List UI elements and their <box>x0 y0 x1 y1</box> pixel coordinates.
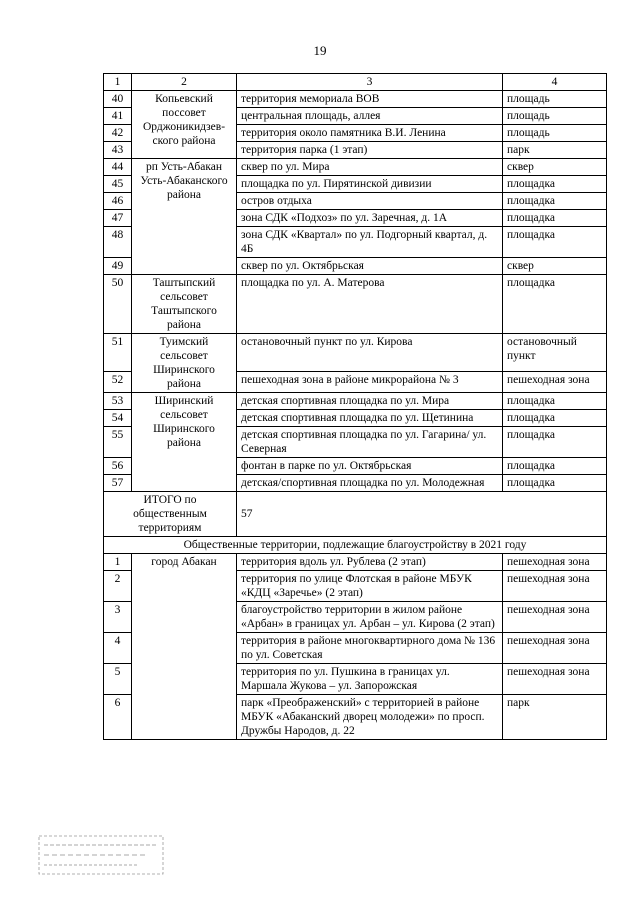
territory-name: детская спортивная площадка по ул. Гагарина/ ул. Северная <box>237 427 503 458</box>
territory-name: остановочный пункт по ул. Кирова <box>237 334 503 372</box>
row-number: 46 <box>104 193 132 210</box>
table-row <box>104 554 607 571</box>
table-row <box>104 159 607 176</box>
total-row <box>104 492 607 537</box>
municipality: рп Усть-Абакан Усть-Абаканского района <box>132 159 237 275</box>
territory-type: площадка <box>503 210 607 227</box>
territory-name: площадка по ул. А. Матерова <box>237 275 503 334</box>
territory-type: площадка <box>503 227 607 258</box>
territory-name: территория парка (1 этап) <box>237 142 503 159</box>
territories-table <box>103 73 607 740</box>
municipality: Таштыпский сельсовет Таштыпского района <box>132 275 237 334</box>
municipality: Копьевский поссовет Орджоникидзев-ского района <box>132 91 237 159</box>
row-number: 4 <box>104 633 132 664</box>
territory-type: площадка <box>503 458 607 475</box>
copy-stamp <box>38 835 164 875</box>
territory-type: площадка <box>503 410 607 427</box>
territory-name: детская спортивная площадка по ул. Щетинина <box>237 410 503 427</box>
territory-type: пешеходная зона <box>503 571 607 602</box>
row-number: 41 <box>104 108 132 125</box>
territory-name: сквер по ул. Октябрьская <box>237 258 503 275</box>
row-number: 3 <box>104 602 132 633</box>
territory-name: зона СДК «Подхоз» по ул. Заречная, д. 1А <box>237 210 503 227</box>
row-number: 53 <box>104 393 132 410</box>
row-number: 54 <box>104 410 132 427</box>
section-row <box>104 537 607 554</box>
territory-type: площадь <box>503 125 607 142</box>
table-row <box>104 393 607 410</box>
territory-type: площадка <box>503 475 607 492</box>
territory-type: сквер <box>503 159 607 176</box>
territory-name: благоустройство территории в жилом районе «Арбан» в границах ул. Арбан – ул. Кирова (2 этап) <box>237 602 503 633</box>
territory-type: остановочный пункт <box>503 334 607 372</box>
territory-type: площадь <box>503 91 607 108</box>
municipality: город Абакан <box>132 554 237 740</box>
territory-type: пешеходная зона <box>503 664 607 695</box>
row-number: 42 <box>104 125 132 142</box>
row-number: 51 <box>104 334 132 372</box>
table-row <box>104 275 607 334</box>
territory-type: пешеходная зона <box>503 633 607 664</box>
row-number: 55 <box>104 427 132 458</box>
territory-type: площадка <box>503 393 607 410</box>
row-number: 45 <box>104 176 132 193</box>
territory-name: территория по улице Флотская в районе МБУК «КДЦ «Заречье» (2 этап) <box>237 571 503 602</box>
row-number: 56 <box>104 458 132 475</box>
row-number: 40 <box>104 91 132 108</box>
territory-name: территория мемориала ВОВ <box>237 91 503 108</box>
row-number: 2 <box>104 571 132 602</box>
column-header: 2 <box>132 74 237 91</box>
territory-name: территория в районе многоквартирного дома № 136 по ул. Советская <box>237 633 503 664</box>
territory-name: центральная площадь, аллея <box>237 108 503 125</box>
section-title: Общественные территории, подлежащие благоустройству в 2021 году <box>104 537 607 554</box>
territory-type: площадь <box>503 108 607 125</box>
territory-type: пешеходная зона <box>503 372 607 393</box>
territory-name: пешеходная зона в районе микрорайона № 3 <box>237 372 503 393</box>
table-row <box>104 91 607 108</box>
row-number: 43 <box>104 142 132 159</box>
territory-type: площадка <box>503 275 607 334</box>
territory-name: территория около памятника В.И. Ленина <box>237 125 503 142</box>
column-header: 4 <box>503 74 607 91</box>
territory-type: площадка <box>503 176 607 193</box>
header-row <box>104 74 607 91</box>
page-number: 19 <box>313 43 327 58</box>
row-number: 48 <box>104 227 132 258</box>
column-header: 1 <box>104 74 132 91</box>
row-number: 5 <box>104 664 132 695</box>
territory-type: парк <box>503 695 607 740</box>
territory-type: площадка <box>503 427 607 458</box>
territory-type: пешеходная зона <box>503 554 607 571</box>
row-number: 6 <box>104 695 132 740</box>
total-label: ИТОГО по общественным территориям <box>104 492 237 537</box>
row-number: 44 <box>104 159 132 176</box>
total-value: 57 <box>237 492 607 537</box>
table-row <box>104 334 607 372</box>
territory-name: территория по ул. Пушкина в границах ул. Маршала Жукова – ул. Запорожская <box>237 664 503 695</box>
column-header: 3 <box>237 74 503 91</box>
municipality: Ширинский сельсовет Ширинского района <box>132 393 237 492</box>
row-number: 49 <box>104 258 132 275</box>
territory-name: детская спортивная площадка по ул. Мира <box>237 393 503 410</box>
territory-name: сквер по ул. Мира <box>237 159 503 176</box>
row-number: 57 <box>104 475 132 492</box>
territory-type: парк <box>503 142 607 159</box>
territory-name: остров отдыха <box>237 193 503 210</box>
territory-name: парк «Преображенский» с территорией в районе МБУК «Абаканский дворец молодежи» по просп. Дружбы Народов, д. 22 <box>237 695 503 740</box>
territory-name: зона СДК «Квартал» по ул. Подгорный квартал, д. 4Б <box>237 227 503 258</box>
territory-name: детская/спортивная площадка по ул. Молодежная <box>237 475 503 492</box>
territory-name: площадка по ул. Пирятинской дивизии <box>237 176 503 193</box>
row-number: 50 <box>104 275 132 334</box>
territory-name: территория вдоль ул. Рублева (2 этап) <box>237 554 503 571</box>
row-number: 52 <box>104 372 132 393</box>
row-number: 1 <box>104 554 132 571</box>
row-number: 47 <box>104 210 132 227</box>
territory-type: площадка <box>503 193 607 210</box>
municipality: Туимский сельсовет Ширинского района <box>132 334 237 393</box>
territory-type: пешеходная зона <box>503 602 607 633</box>
territory-name: фонтан в парке по ул. Октябрьская <box>237 458 503 475</box>
territory-type: сквер <box>503 258 607 275</box>
